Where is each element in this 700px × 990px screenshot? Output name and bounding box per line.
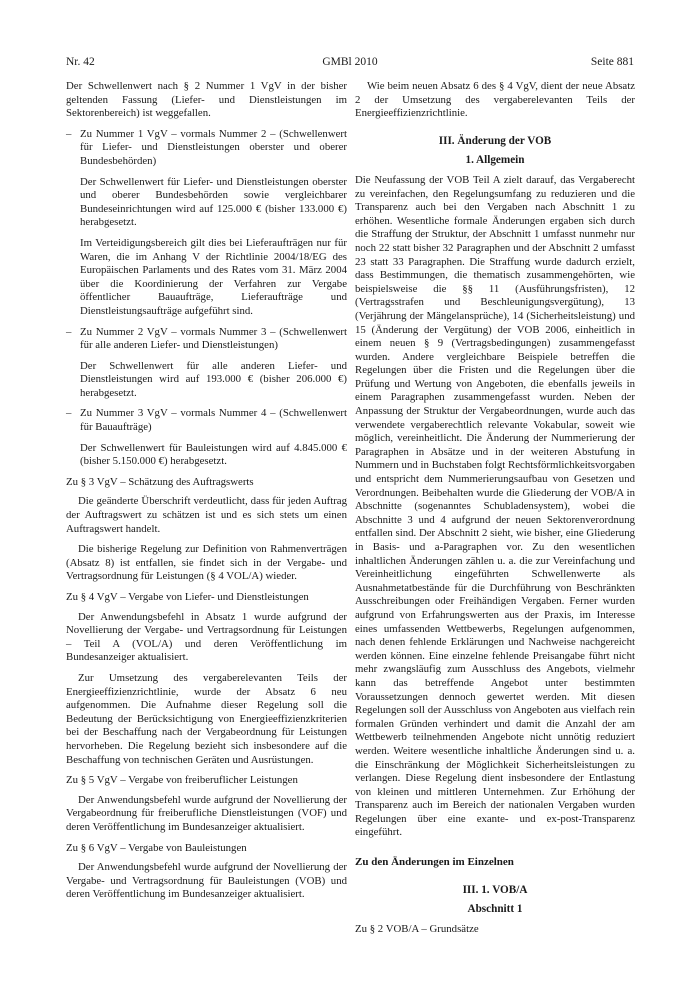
paragraph: Die bisherige Regelung zur Definition von Rahmenverträgen (Absatz 8) ist entfallen, sie findet sich in der Vergabe- und Vertragsordnung für Leistungen (§ 4 VOL/A) wieder. [66, 543, 347, 583]
section-title: III. Änderung der VOB [438, 134, 552, 147]
list-item [66, 407, 347, 434]
paragraph: Der Anwendungsbefehl in Absatz 1 wurde aufgrund der Novellierung der Vergabe- und Vertragsordnung für Leistungen – Teil A (VOL/A) und deren Veröffentlichung im Bundesanzeiger aktualisiert. [66, 610, 347, 664]
section-heading: Zu § 5 VgV – Vergabe von freiberuflicher Leistungen [66, 774, 298, 787]
page-header [66, 56, 634, 72]
paragraph: Im Verteidigungsbereich gilt dies bei Lieferaufträgen nur für Waren, die im Anhang V der Richtlinie 2004/18/EG des Europäischen Parlaments und des Rates vom 31. März 2004 über die Koordinierung der Verfahren zur Vergabe öffentlicher Bauaufträge, Lieferaufträge und Dienstleistungsaufträge aufgeführt sind. [80, 236, 347, 317]
page-number: Seite 881 [590, 56, 634, 68]
section-heading: Zu § 3 VgV – Schätzung des Auftragswerts [66, 475, 254, 488]
section-heading: Zu § 4 VgV – Vergabe von Liefer- und Dienstleistungen [66, 591, 309, 603]
subsection-title: 1. Allgemein [465, 154, 525, 167]
paragraph: Der Schwellenwert für alle anderen Liefer- und Dienstleistungen wird auf 193.000 € (bisher 206.000 €) herabgesetzt. [80, 359, 347, 399]
list-item-text: Zu Nummer 2 VgV – vormals Nummer 3 – (Schwellenwert für alle anderen Liefer- und Dienstleistungen) [80, 325, 347, 352]
list-item-text: Zu Nummer 1 VgV – vormals Nummer 2 – (Schwellenwert für Liefer- und Dienstleistungen oberster und oberer Bundesbehörden) [80, 127, 347, 167]
paragraph: Der Schwellenwert nach § 2 Nummer 1 VgV in der bisher geltenden Fassung (Liefer- und Dienstleistungen im Sektorenbereich) ist weggefallen. [66, 80, 347, 120]
dash-marker: – [66, 407, 72, 420]
paragraph: Die geänderte Überschrift verdeutlicht, dass für jeden Auftrag der Auftragswert zu schätzen ist und es sich stets um einen Auftragswert handelt. [66, 495, 347, 535]
section-heading: Zu § 6 VgV – Vergabe von Bauleistungen [66, 841, 247, 854]
right-column [355, 80, 635, 942]
subheading: Zu den Änderungen im Einzelnen [355, 856, 514, 869]
dash-marker: – [66, 325, 72, 338]
paragraph: Zur Umsetzung des vergaberelevanten Teils der Energieeffizienzrichtlinie, wurde der Absatz 6 neu aufgenommen. Die Aufnahme dieser Regelung soll die Bedeutung der Berücksichtigung von Energieeffizienzkriterien bei der Beschaffung nach der Vergabeordnung für Leistungen hervorheben. Die Regelung bezieht sich insbesondere auf die Beschaffung von technischen Geräten und Ausrüstungen. [66, 671, 347, 766]
left-column [66, 80, 347, 909]
list-item [66, 326, 347, 353]
paragraph: Der Anwendungsbefehl wurde aufgrund der Novellierung der Vergabe- und Vertragsordnung für Bauleistungen (VOB) und deren Veröffentlichung im Bundesanzeiger aktualisiert. [66, 861, 347, 901]
section-title: III. 1. VOB/A [462, 883, 528, 896]
paragraph: Der Schwellenwert für Liefer- und Dienstleistungen oberster und oberer Bundesbehörden sowie vergleichbarer Bundeseinrichtungen wird auf 125.000 € (bisher 133.000 €) herabgesetzt. [80, 175, 347, 229]
journal-name: GMBl 2010 [322, 56, 378, 68]
subsection-title: Abschnitt 1 [467, 903, 523, 916]
list-item [66, 128, 347, 169]
dash-marker: – [66, 127, 72, 140]
issue-number: Nr. 42 [66, 56, 95, 68]
section-heading: Zu § 2 VOB/A – Grundsätze [355, 922, 479, 935]
paragraph: Die Neufassung der VOB Teil A zielt darauf, das Vergaberecht zu vereinfachen, den Regelungsumfang zu reduzieren und die Transparenz auch bei den Vergaben nach Abschnitt 1 zu erhöhen. Wesentliche formale Änderungen ergaben sich durch die Straffung der Struktur, der Abschnitt 1 umfasst nunmehr nur noch 22 statt bisher 32 Paragraphen und der Abschnitt 2 umfasst 23 statt 33 Paragraphen. Die Straffung wurde dadurch erzielt, dass Bestimmungen, die thematisch zusammengehörten, wie beispielsweise die §§ 11 (Ausführungsfristen), 12 (Vertragsstrafen und Beschleunigungsvergütung), 13 (Verjährung der Mängelansprüche), 14 (Sicherheitsleistung) und 15 (Änderung der Vergütung) der VOB 2006, einheitlich in einem neuen § 9 (Vertragsbedingungen) zusammengefasst wurden. Andere vergleichbare Beispiele betreffen die Regelungen über die Fristen und die Regelungen über die Prüfung und Wertung von Angeboten, die ebenfalls jeweils in einem Paragraphen zusammengefasst wurden. Neben der Anpassung der Struktur der Vergabeordnungen, wurde auch das verwendete vergaberechtlich relevante Vokabular, soweit wie möglich, vereinheitlicht. Die Änderung der Nummerierung der Paragraphen in Absätze und in der weiteren Abstufung in Nummern und in Buchstaben folgt Rechtsförmlichkeitsvorgaben und entspricht dem Nummerierungsaufbau von Gesetzen und Verordnungen. Beibehalten wurde die Gliederung der VOB/A in Abschnitte (sogenanntes Schubladensystem), wobei die Abschnitte 3 und 4 aufgrund der neuen Sektorenverordnung entfallen sind. Der Abschnitt 2 sieht, wie bisher, eine Gliederung in Basis- und a-Paragraphen vor. Zu den wesentlichen inhaltlichen Änderungen zählen u. a. die zur Vereinfachung und Vereinheitlichung eingeführten Schwellenwerte als Ausnahmetatbestände für die Durchführung von Beschränkten Ausschreibungen oder Freihändigen Vergaben. Ferner wurden aufgrund von Erfahrungswerten aus der Praxis, im Interesse eines umfassenden Wettbewerbs, Regelungen aufgenommen, nach denen fehlende Erklärungen und Nachweise nachgereicht werden können. Eine einzelne fehlende Preisangabe führt nicht mehr zwangsläufig zum Ausschluss des Angebots, vielmehr kann das betreffende Angebot unter bestimmten Voraussetzungen dennoch gewertet werden. Mit diesen Regelungen soll der Ausschluss von Angeboten aus vielfach rein formalen Gründen verhindert und damit die Anzahl der am Wettbewerb teilnehmenden Angebote nicht unnötig reduziert werden. Weitere wesentliche inhaltliche Änderungen sind u. a. die Einschränkung der Möglichkeit Sicherheitsleistungen zu verlangen. Diese Regelung dient insbesondere der Entlastung von kleinen und mittleren Unternehmen. Zur Erhöhung der Transparenz auch im Bereich der nationalen Vergaben wurden Regelungen über eine exante- und ex-post-Transparenz eingeführt. [355, 173, 635, 839]
paragraph: Der Anwendungsbefehl wurde aufgrund der Novellierung der Vergabeordnung für freiberufliche Dienstleistungen (VOF) und deren Veröffentlichung im Bundesanzeiger aktualisiert. [66, 793, 347, 833]
paragraph: Der Schwellenwert für Bauleistungen wird auf 4.845.000 € (bisher 5.150.000 €) herabgesetzt. [80, 441, 347, 468]
list-item-text: Zu Nummer 3 VgV – vormals Nummer 4 – (Schwellenwert für Bauaufträge) [80, 407, 347, 434]
paragraph: Wie beim neuen Absatz 6 des § 4 VgV, dient der neue Absatz 2 der Umsetzung des vergaberelevanten Teils der Energieeffizienzrichtlinie. [355, 80, 635, 120]
